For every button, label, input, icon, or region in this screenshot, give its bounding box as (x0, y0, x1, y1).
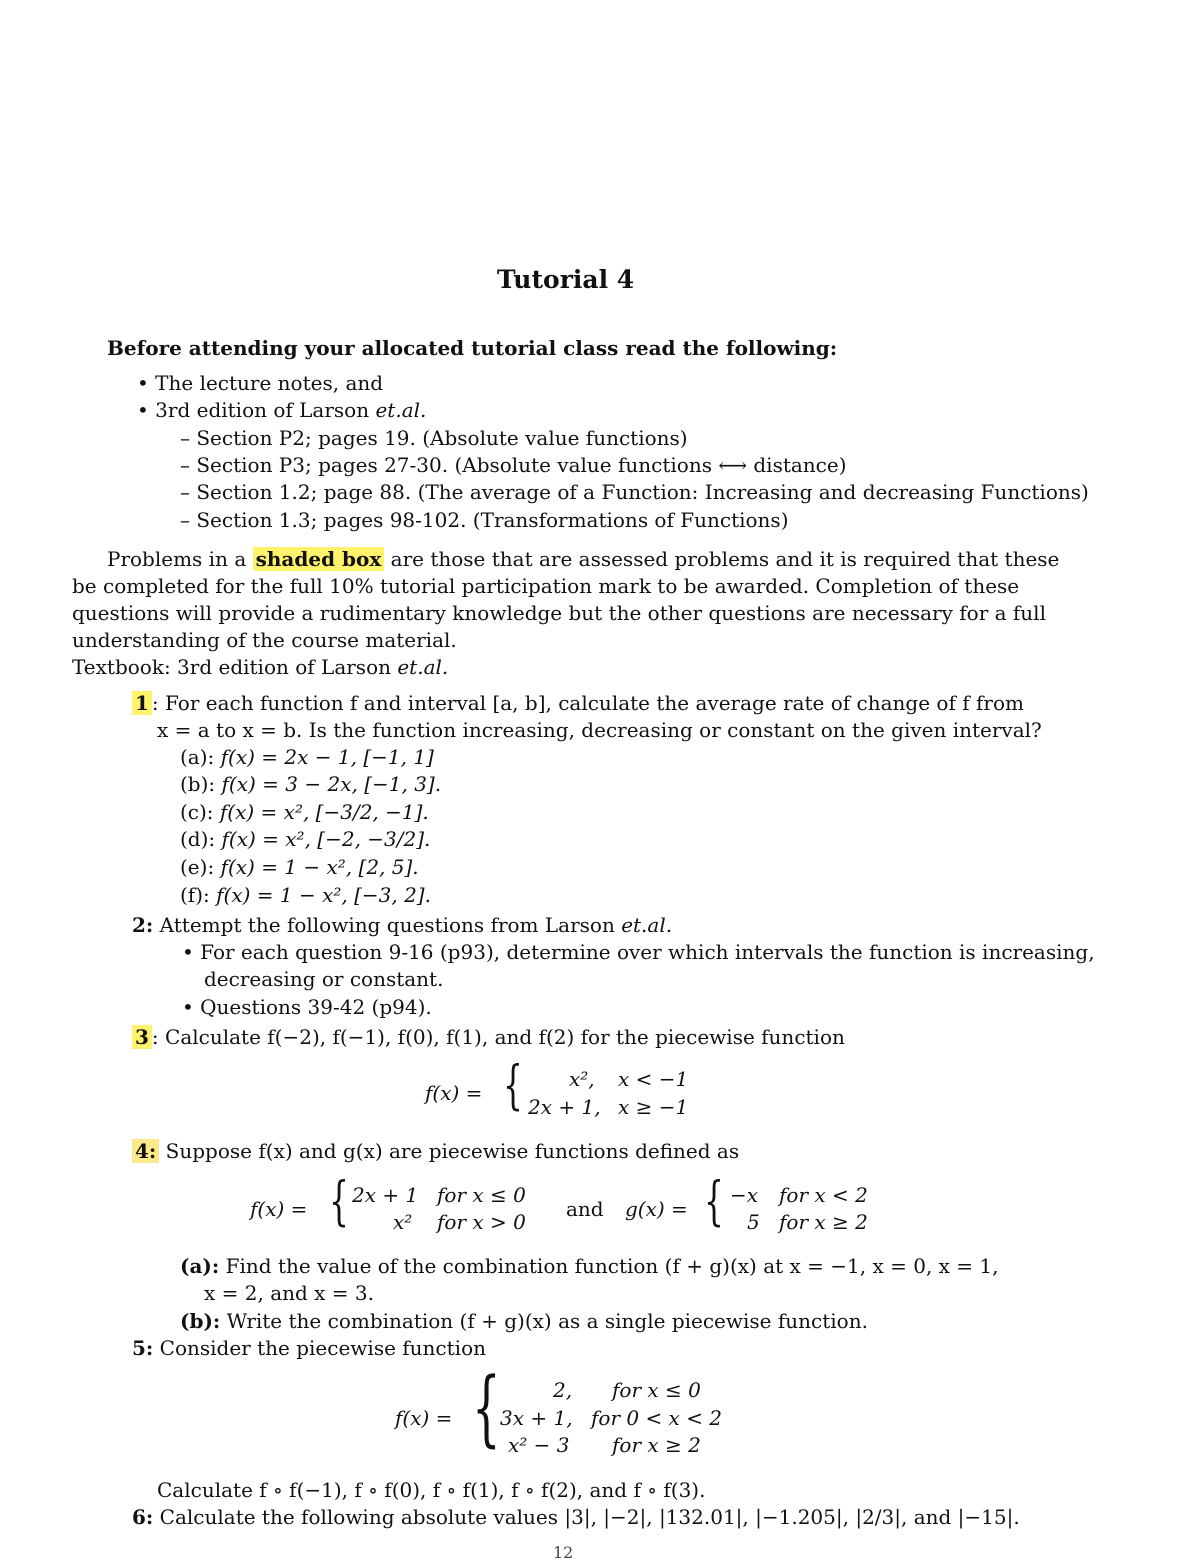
reading-bullet-2: • 3rd edition of Larson et.al. (137, 398, 427, 422)
q4-number: 4: (132, 1139, 159, 1163)
q2-line-1: 2: Attempt the following questions from Larson et.al. (132, 913, 673, 937)
q3-case-2-expr: 2x + 1, (528, 1095, 601, 1119)
q4-line: 4: Suppose f(x) and g(x) are piecewise functions defined as (132, 1140, 739, 1163)
q3-lhs: f(x) = (425, 1081, 483, 1105)
q5-case-3-cond: for x ≥ 2 (612, 1433, 701, 1457)
q1-line-1: 1 : For each function f and interval [a, b], calculate the average rate of change of f from (132, 692, 1024, 715)
q5-case-3-expr: x² − 3 (508, 1433, 570, 1457)
q4-g-brace: { (704, 1172, 724, 1232)
q2-bullet-1: • For each question 9-16 (p93), determine over which intervals the function is increasing, (182, 940, 1095, 964)
q1-number: 1 (132, 691, 152, 715)
intro-heading: Before attending your allocated tutorial class read the following: (107, 336, 838, 360)
q4-g-case-1-expr: −x (730, 1183, 759, 1207)
shaded-box-example: shaded box (253, 547, 385, 571)
bullet-icon: • (137, 398, 149, 422)
q5-brace: { (472, 1361, 501, 1456)
q5-number: 5: (132, 1336, 154, 1360)
q4-part-b: (b): Write the combination (f + g)(x) as a single piecewise function. (180, 1309, 868, 1333)
q3-case-2-cond: x ≥ −1 (618, 1095, 689, 1119)
q5-case-2-expr: 3x + 1, (500, 1406, 573, 1430)
q4-part-a-line-1: (a): Find the value of the combination function (f + g)(x) at x = −1, x = 0, x = 1, (180, 1254, 999, 1278)
q5-case-1-cond: for x ≤ 0 (612, 1378, 701, 1402)
para-line-1: Problems in a shaded box are those that are assessed problems and it is required that these (107, 547, 1060, 571)
para-line-4: understanding of the course material. (72, 628, 457, 652)
bullet-icon: • (182, 995, 194, 1019)
section-item-2: – Section P3; pages 27-30. (Absolute value functions ⟷ distance) (180, 453, 847, 477)
para-line-3: questions will provide a rudimentary knowledge but the other questions are necessary for a full (72, 601, 1046, 625)
q4-g-case-1-cond: for x < 2 (779, 1183, 868, 1207)
q4-f-case-2-expr: x² (393, 1210, 413, 1234)
page-title: Tutorial 4 (497, 265, 635, 294)
q4-f-lhs: f(x) = (250, 1197, 308, 1221)
q4-f-case-2-cond: for x > 0 (437, 1210, 526, 1234)
page-number: 12 (553, 1543, 574, 1562)
q1-part-a: (a): f(x) = 2x − 1, [−1, 1] (180, 745, 434, 769)
q4-f-brace: { (329, 1172, 349, 1232)
section-item-4: – Section 1.3; pages 98-102. (Transformations of Functions) (180, 508, 789, 532)
section-item-1: – Section P2; pages 19. (Absolute value functions) (180, 426, 688, 450)
q3-case-1-expr: x², (569, 1067, 595, 1091)
section-item-3: – Section 1.2; page 88. (The average of a Function: Increasing and decreasing Functions) (180, 480, 1089, 504)
q5-calc: Calculate f ∘ f(−1), f ∘ f(0), f ∘ f(1), f ∘ f(2), and f ∘ f(3). (157, 1478, 706, 1502)
q4-g-case-2-cond: for x ≥ 2 (779, 1210, 868, 1234)
q1-part-f: (f): f(x) = 1 − x², [−3, 2]. (180, 883, 431, 907)
q4-g-lhs: g(x) = (625, 1197, 688, 1221)
q1-part-d: (d): f(x) = x², [−2, −3/2]. (180, 827, 431, 851)
q1-part-b: (b): f(x) = 3 − 2x, [−1, 3]. (180, 772, 442, 796)
q1-part-c: (c): f(x) = x², [−3/2, −1]. (180, 800, 429, 824)
q2-number: 2: (132, 913, 154, 937)
para-line-2: be completed for the full 10% tutorial participation mark to be awarded. Completion of these (72, 574, 1020, 598)
q3-case-1-cond: x < −1 (618, 1067, 689, 1091)
q5-case-1-expr: 2, (553, 1378, 573, 1402)
q4-f-case-1-cond: for x ≤ 0 (437, 1183, 526, 1207)
q2-bullet-2: • Questions 39-42 (p94). (182, 995, 432, 1019)
bullet-icon: • (182, 940, 194, 964)
q6-line: 6: Calculate the following absolute values |3|, |−2|, |132.01|, |−1.205|, |2/3|, and |−15|. (132, 1505, 1020, 1529)
q5-case-2-cond: for 0 < x < 2 (591, 1406, 723, 1430)
q1-part-e: (e): f(x) = 1 − x², [2, 5]. (180, 855, 419, 879)
q4-g-case-2-expr: 5 (747, 1210, 760, 1234)
q3-brace: { (503, 1056, 523, 1116)
q6-number: 6: (132, 1505, 154, 1529)
bullet-icon: • (137, 371, 149, 395)
textbook-line: Textbook: 3rd edition of Larson et.al. (72, 655, 449, 679)
q2-bullet-1-cont: decreasing or constant. (204, 967, 444, 991)
q3-line: 3 : Calculate f(−2), f(−1), f(0), f(1), and f(2) for the piecewise function (132, 1026, 845, 1049)
q3-number: 3 (132, 1025, 152, 1049)
q5-lhs: f(x) = (395, 1406, 453, 1430)
q4-f-case-1-expr: 2x + 1 (352, 1183, 419, 1207)
q4-part-a-line-2: x = 2, and x = 3. (204, 1281, 374, 1305)
q4-and: and (566, 1197, 604, 1221)
q1-line-2: x = a to x = b. Is the function increasing, decreasing or constant on the given interval? (157, 718, 1042, 742)
reading-bullet-1: • The lecture notes, and (137, 371, 384, 395)
q5-line: 5: Consider the piecewise function (132, 1336, 486, 1360)
